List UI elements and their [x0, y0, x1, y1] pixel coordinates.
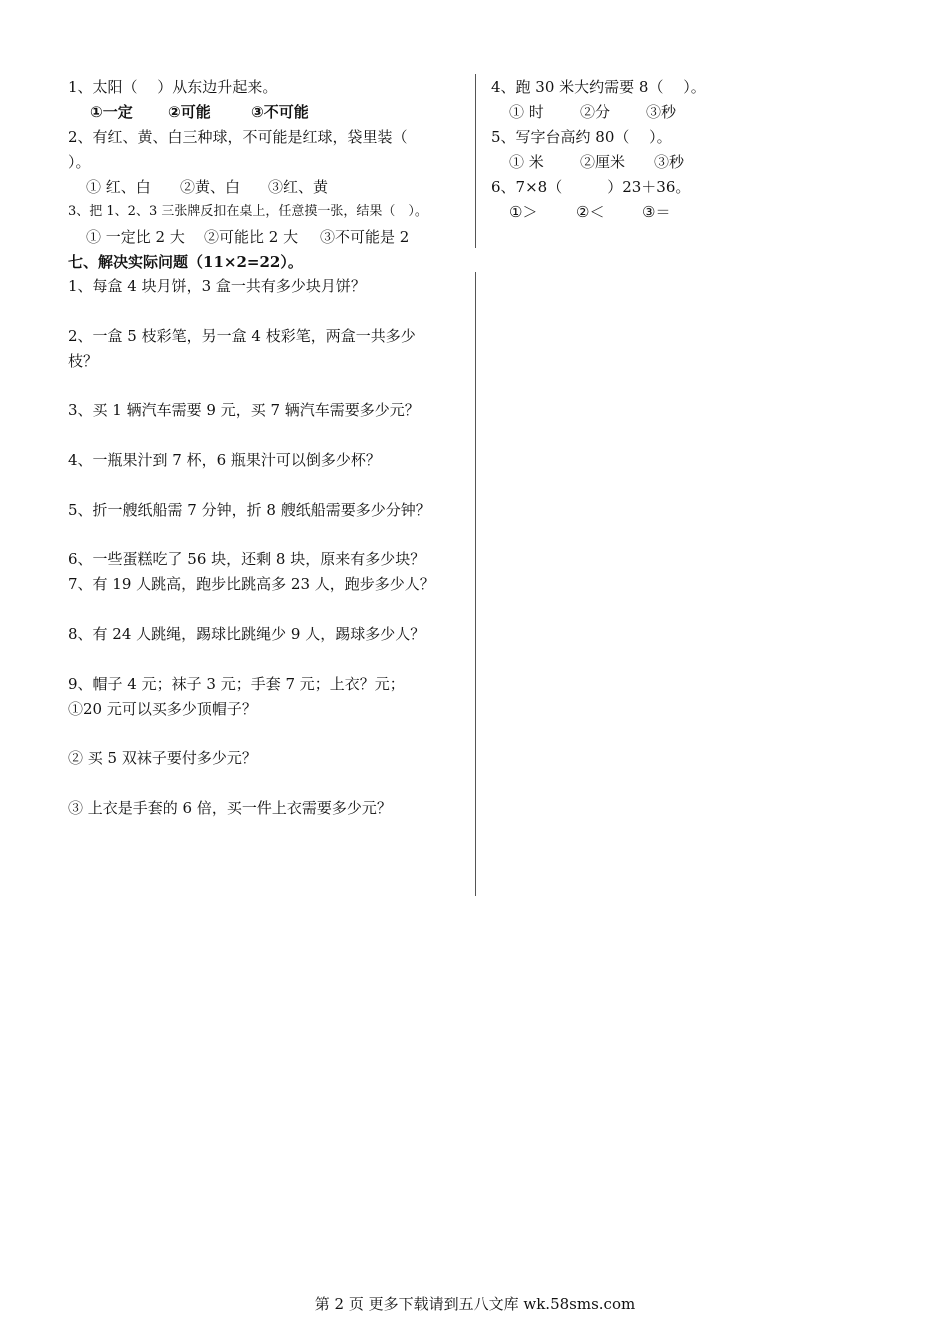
question-2-option-3: ③红、黄 [268, 178, 329, 196]
page-footer: 第 2 页 更多下载请到五八文库 wk.58sms.com [314, 1295, 636, 1313]
problem-5: 5、折一艘纸船需 7 分钟，折 8 艘纸船需要多少分钟？ [68, 501, 431, 519]
column-divider-bottom [475, 272, 476, 896]
question-6-option-2: ②＜ [576, 203, 605, 221]
question-4-option-2: ②分 [580, 103, 611, 121]
question-3-option-3: ③不可能是 2 [320, 228, 410, 246]
question-1-option-1: ①一定 [90, 103, 133, 121]
question-3-option-2: ②可能比 2 大 [204, 228, 299, 246]
question-1-option-3: ③不可能 [251, 103, 309, 121]
question-3: 3、把 1、2、3 三张牌反扣在桌上，任意摸一张，结果（ ）。 [68, 204, 428, 219]
question-1-option-2: ②可能 [168, 103, 211, 121]
problem-8: 8、有 24 人跳绳，踢球比跳绳少 9 人，踢球多少人？ [68, 625, 426, 643]
question-2-option-2: ②黄、白 [180, 178, 241, 196]
question-5-option-3: ③秒 [654, 153, 685, 171]
problem-9-part-3: ③ 上衣是手套的 6 倍，买一件上衣需要多少元？ [68, 799, 392, 817]
column-divider-top [475, 74, 476, 248]
question-5-option-1: ① 米 [509, 153, 544, 171]
problem-7: 7、有 19 人跳高，跑步比跳高多 23 人，跑步多少人？ [68, 575, 435, 593]
question-2: 2、有红、黄、白三种球，不可能是红球，袋里装（ [68, 128, 408, 146]
problem-6: 6、一些蛋糕吃了 56 块，还剩 8 块，原来有多少块？ [68, 550, 426, 568]
section-7-title: 七、解决实际问题（11×2=22）。 [68, 253, 303, 271]
question-5-option-2: ②厘米 [580, 153, 626, 171]
problem-2-continuation: 枝？ [68, 352, 99, 370]
question-2-option-1: ① 红、白 [86, 178, 151, 196]
problem-3: 3、买 1 辆汽车需要 9 元，买 7 辆汽车需要多少元？ [68, 401, 420, 419]
problem-2: 2、一盒 5 枝彩笔，另一盒 4 枝彩笔，两盒一共多少 [68, 327, 416, 345]
question-6: 6、7×8（ ）23＋36。 [491, 178, 691, 196]
problem-9-part-2: ② 买 5 双袜子要付多少元？ [68, 749, 257, 767]
question-6-option-3: ③＝ [642, 203, 671, 221]
problem-9: 9、帽子 4 元；袜子 3 元；手套 7 元；上衣？元； [68, 675, 405, 693]
problem-9-part-1: ①20 元可以买多少顶帽子？ [68, 700, 257, 718]
question-4-option-1: ① 时 [509, 103, 544, 121]
question-2-continuation: ）。 [68, 153, 91, 171]
question-5: 5、写字台高约 80（ ）。 [491, 128, 672, 146]
question-6-option-1: ①＞ [509, 203, 538, 221]
problem-1: 1、每盒 4 块月饼，3 盒一共有多少块月饼？ [68, 277, 366, 295]
question-1: 1、太阳（ ）从东边升起来。 [68, 78, 278, 96]
question-3-option-1: ① 一定比 2 大 [86, 228, 185, 246]
question-4: 4、跑 30 米大约需要 8（ ）。 [491, 78, 706, 96]
problem-4: 4、一瓶果汁到 7 杯，6 瓶果汁可以倒多少杯？ [68, 451, 381, 469]
question-4-option-3: ③秒 [646, 103, 677, 121]
